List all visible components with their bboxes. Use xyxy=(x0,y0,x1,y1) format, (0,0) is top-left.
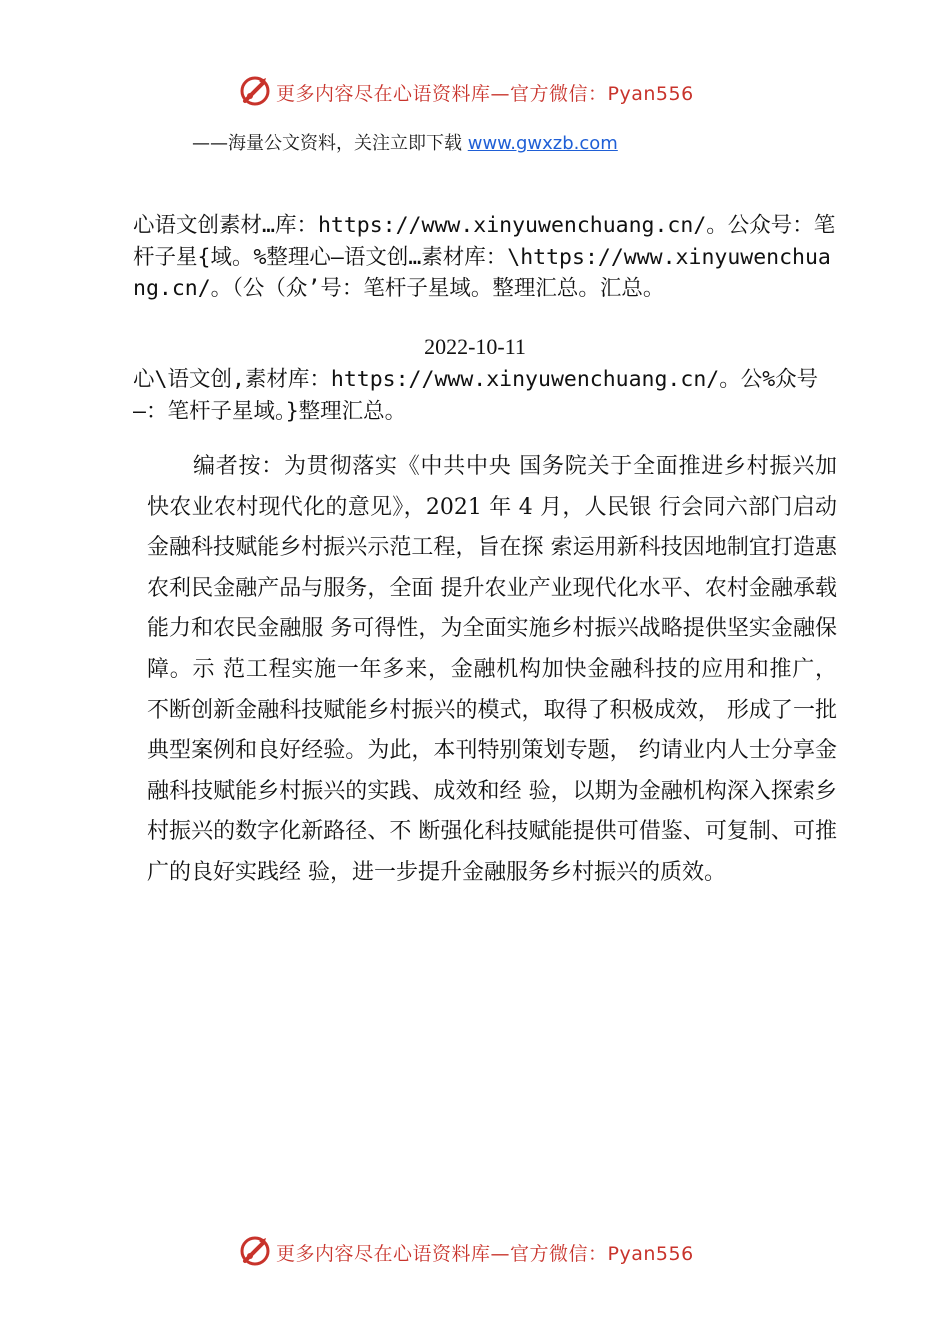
editor-note-paragraph: 编者按：为贯彻落实《中共中央 国务院关于全面推进乡村振兴加快农业农村现代化的意见》，2021 年 4 月，人民银 行会同六部门启动金融科技赋能乡村振兴示范工程，旨在探 索运用新科技因地制宜打造惠农利民金融产品与服务，全面 提升农业产业现代化水平、农村金融承载能力和农民金融服 务可得性，为全面实施乡村振兴战略提供坚实金融保障。示 范工程实施一年多来，金融机构加快金融科技的应用和推广， 不断创新金融科技赋能乡村振兴的模式，取得了积极成效， 形成了一批典型案例和良好经验。为此，本刊特别策划专题， 约请业内人士分享金融科技赋能乡村振兴的实践、成效和经 验，以期为金融机构深入探索乡村振兴的数字化新路径、不 断强化科技赋能提供可借鉴、可复制、可推广的良好实践经 验，进一步提升金融服务乡村振兴的质效。 xyxy=(147,454,837,885)
subheader xyxy=(192,129,618,155)
brush-logo-icon xyxy=(238,1234,272,1268)
banner-text: 更多内容尽在心语资料库—官方微信：Pyan556 xyxy=(276,1243,694,1265)
bottom-banner xyxy=(0,1232,950,1272)
banner-text: 更多内容尽在心语资料库—官方微信：Pyan556 xyxy=(276,83,694,105)
top-banner xyxy=(0,72,950,112)
website-link[interactable]: www.gwxzb.com xyxy=(467,133,618,154)
watermark-text-block-2: 心\语文创,素材库：https://www.xinyuwenchuang.cn/。公%众号—：笔杆子星域。}整理汇总。 xyxy=(133,367,819,424)
subheader-prefix: ——海量公文资料，关注立即下载 xyxy=(192,133,468,154)
document-date: 2022-10-11 xyxy=(424,334,526,359)
watermark-text-block: 心语文创素材…库：https://www.xinyuwenchuang.cn/。公众号：笔杆子星{域。%整理心—语文创…素材库：\https://www.xinyuwenchuang.cn/。（公（众’号：笔杆子星域。整理汇总。汇总。 xyxy=(133,213,836,301)
brush-logo-icon xyxy=(238,74,272,108)
